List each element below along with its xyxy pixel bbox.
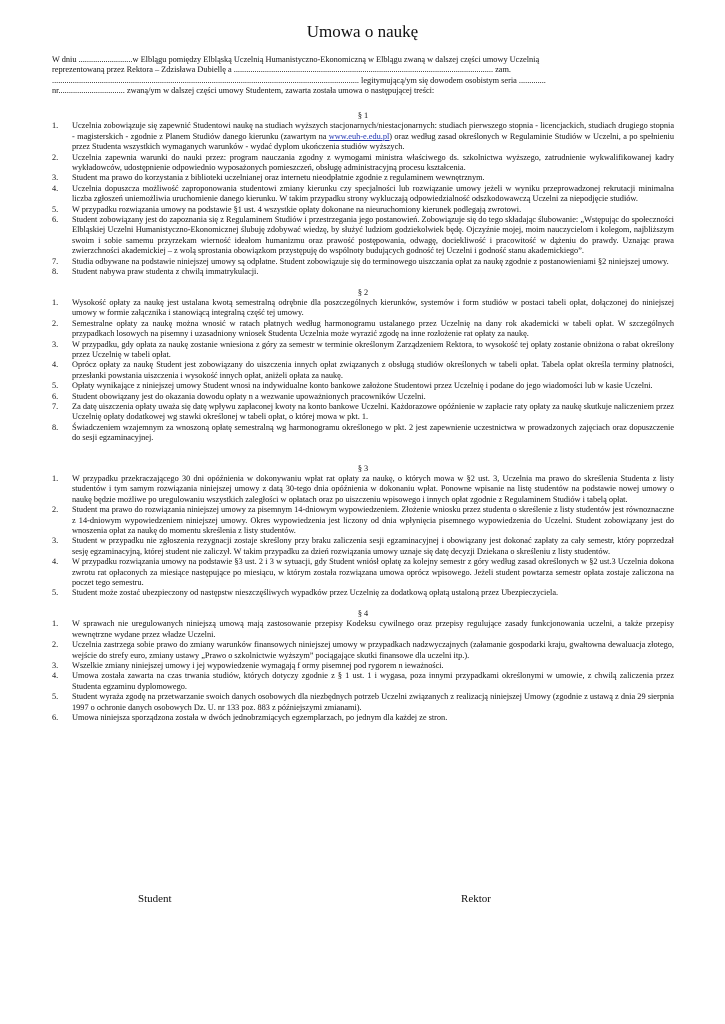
item-text-segment: Wysokość opłaty za naukę jest ustalana kwotą semestralną odrębnie dla poszczególnych kierunków, systemów i form studiów w postaci tabeli opłat, dołączonej do niniejszej umowy w formie załącznika i stanowiącą integralną część tej umowy. — [72, 297, 674, 318]
item-number: 6. — [52, 712, 59, 722]
item-text — [72, 671, 674, 692]
list-item — [52, 319, 674, 340]
section-item-list — [52, 298, 674, 444]
item-text-segment: W przypadku, gdy opłata za naukę zostanie wniesiona z góry za semestr w terminie określonym Zarządzeniem Rektora, to wysokość tej opłaty zostanie obniżona o rabat określony przez Uczelnię w tabeli opłat. — [72, 339, 674, 359]
list-item — [52, 474, 674, 505]
item-text-segment: Student obowiązany jest do okazania dowodu opłaty n a wezwanie upoważnionych pracowników Uczelni. — [72, 391, 426, 401]
contract-intro — [52, 55, 674, 96]
intro-line: .................................................................................................................................................... legitymującą/ym się dowodem osobistym seria ............. — [52, 75, 546, 85]
document-title: Umowa o naukę — [306, 22, 419, 41]
item-text-segment: W sprawach nie uregulowanych niniejszą umową mają zastosowanie przepisy Kodeksu cywilnego oraz przepisy regulujące zasady funkcjonowania uczelni, a także przepisy wewnętrzne wydane przez władze Uczelni. — [72, 619, 674, 639]
item-number: 4. — [52, 557, 59, 567]
list-item — [52, 121, 674, 152]
item-text — [72, 319, 674, 340]
list-item — [52, 360, 674, 381]
item-text — [72, 588, 674, 598]
section-heading: § 2 — [357, 287, 369, 297]
item-text — [72, 340, 674, 361]
list-item — [52, 402, 674, 423]
list-item — [52, 640, 674, 661]
section-item-list — [52, 121, 674, 277]
section-item-list — [52, 474, 674, 599]
list-item — [52, 381, 674, 391]
item-text — [72, 173, 674, 183]
section-heading: § 3 — [357, 463, 369, 473]
list-item — [52, 215, 674, 257]
item-number: 6. — [52, 391, 59, 401]
item-number: 5. — [52, 204, 59, 214]
item-number: 1. — [52, 474, 59, 483]
item-number: 4. — [52, 671, 59, 681]
item-number: 1. — [52, 297, 59, 307]
item-text-segment: Student w przypadku nie zgłoszenia rezygnacji zostaje skreślony przy braku zaliczenia sesji egzaminacyjnej i obowiązany jest dokonać zapłaty za cały semestr, który poprzedzał sesję egzaminacyjną, której student nie zaliczył. W takim przypadku za dzień rozwiązania umowy uznaje się datę decyzji Dziekana o skreśleniu z listy studentów. — [72, 536, 674, 556]
list-item — [52, 713, 674, 723]
list-item — [52, 692, 674, 713]
section-spacer — [52, 278, 674, 288]
item-text-segment: W przypadku rozwiązania umowy na podstawie §3 ust. 2 i 3 w sytuacji, gdy Student wniósł opłatę za kolejny semestr z góry według zasad określonych w §2 ust.3 Uczelnia dokona zwrotu rat opłaconych za miesiące następujące po miesiącu, w którym została rozwiązana umowa oprócz wpisowego. Jeżeli student powtarza semestr opłata zostaje zaliczona na poczet tego semestru. — [72, 557, 674, 588]
item-text-segment: Za datę uiszczenia opłaty uważa się datę wpływu zapłaconej kwoty na konto bankowe Uczelni. Każdorazowe opóźnienie w zapłacie raty opłaty za naukę skutkuje naliczeniem przez Uczelnię opłaty dodatkowej wg stawki określonej w tabeli opłat, o której mowa w pkt. 1. — [72, 401, 674, 422]
item-text-segment: Semestralne opłaty za naukę można wnosić w ratach płatnych według harmonogramu ustalanego przez Uczelnię na dany rok akademicki w tabeli opłat. W szczególnych przypadkach losowych na pisemny i uzasadniony wniosek Studenta Uczelnia może wyrazić zgodę na inne rozłożenie rat opłaty za naukę. — [72, 318, 674, 339]
list-item — [52, 423, 674, 444]
item-number: 5. — [52, 692, 59, 702]
item-text-segment: Uczelnia zapewnia warunki do nauki przez: program nauczania zgodny z wymogami ministra właściwego ds. szkolnictwa wyższego, zatrudnienie wykwalifikowanej kadry wykładowców, udostępnienie odpowiednio wyposażonych pomieszczeń, obsługę administracyjną procesu kształcenia. — [72, 152, 674, 173]
item-text-segment: Wszelkie zmiany niniejszej umowy i jej wypowiedzenie wymagają f ormy pisemnej pod rygorem n ieważności. — [72, 660, 444, 670]
item-text-segment: Studia odbywane na podstawie niniejszej umowy są odpłatne. Student zobowiązuje się do terminowego uiszczania opłat za naukę zgodnie z postanowieniami §2 niniejszej umowy. — [72, 256, 669, 266]
item-text — [72, 505, 674, 536]
item-text — [72, 619, 674, 640]
item-text — [72, 205, 674, 215]
item-text — [72, 215, 674, 257]
list-item — [52, 392, 674, 402]
item-text — [72, 402, 674, 423]
intro-line: nr................................ zwaną/ym w dalszej części umowy Studentem, zawarta została umowa o następującej treści: — [52, 85, 435, 95]
item-text — [72, 557, 674, 588]
item-number: 2. — [52, 152, 59, 162]
item-text-segment: Umowa niniejsza sporządzona została w dwóch jednobrzmiących egzemplarzach, po jednym dla każdej ze stron. — [72, 712, 448, 722]
intro-line: W dniu ..........................w Elblągu pomiędzy Elbląską Uczelnią Humanistyczno-Ekonomiczną w Elblągu zwaną w dalszej części umowy Uczelnią — [52, 55, 540, 64]
item-number: 5. — [52, 381, 59, 391]
list-item — [52, 619, 674, 640]
item-text-segment: Uczelnia dopuszcza możliwość zaproponowania studentowi zmiany kierunku czy specjalności lub rozwiązanie umowy jeżeli w wyniku przeprowadzonej rekrutacji minimalna liczba zgłoszeń uniemożliwia uruchomienie danego kierunku. W takim przypadku strony wykluczają odpowiedzialność odszkodowawczą Uczelni za niepodjęcie studiów. — [72, 183, 674, 204]
item-number: 8. — [52, 422, 59, 432]
section-heading: § 1 — [357, 111, 369, 120]
item-text-segment: Student ma prawo do rozwiązania niniejszej umowy za pisemnym 14-dniowym wypowiedzeniem. Złożenie wniosku przez studenta o skreślenie z listy studentów jest równoznaczne z 14-dniowym wypowiedzeniem niniejszej umowy. Okres wypowiedzenia jest liczony od dnia wpłynięcia pisemnego wypowiedzenia do Uczelni. Student zobowiązany jest do wnoszenia opłat za naukę do momentu skreślenia z listy studentów. — [72, 505, 674, 536]
item-number: 2. — [52, 318, 59, 328]
list-item — [52, 671, 674, 692]
item-text — [72, 661, 674, 671]
item-text — [72, 692, 674, 713]
list-item — [52, 205, 674, 215]
item-text — [72, 713, 674, 723]
item-number: 3. — [52, 339, 59, 349]
item-number: 4. — [52, 183, 59, 193]
student-signature-label: Student — [138, 893, 172, 905]
item-text-segment: Uczelnia zastrzega sobie prawo do zmiany warunków finansowych niniejszej umowy w przypadkach nadzwyczajnych (załamanie gospodarki kraju, gwałtowna dewaluacja złotego, wejście do strefy euro, zmiany ustawy „Prawo o szkolnictwie wyższym” pociągające skutki finansowe dla uczelni itp.). — [72, 640, 674, 660]
item-number: 7. — [52, 256, 59, 266]
section-heading: § 4 — [357, 608, 369, 618]
contract-sections — [52, 111, 674, 723]
item-text — [72, 381, 674, 391]
item-text-segment: Student może zostać ubezpieczony od następstw nieszczęśliwych wypadków przez Uczelnię za dodatkową opłatą ustaloną przez Ubezpieczyciela. — [72, 588, 559, 598]
item-text-segment: Student zobowiązany jest do zapoznania się z Regulaminem Studiów i przestrzegania jego postanowień. Zobowiązuje się do tego składając ślubowanie: „Wstępując do społeczności Elbląskiej Uczelni Humanistyczno-Ekonomicznej ślubuję zdobywać wiedzę, by służyć ludziom godziekolwiek będę. Ojczyźnie mojej, moim nauczycielom i kolegom, najbliższym swoim i sobie samemu przyrzekam wierność ideałom humanizmu oraz prawość postępowania, odwagę, dociekliwość i pracowitość w dążeniu do prawdy. Uznając prawa zwierzchności akademickiej – z wolą sprostania obowiązkom przystępuję do wspólnoty budujących godność tej Uczelni i godność stanu akademickiego”. — [72, 215, 674, 256]
list-item — [52, 184, 674, 205]
list-item — [52, 505, 674, 536]
rector-signature-label: Rektor — [461, 893, 491, 905]
item-number: 3. — [52, 536, 59, 546]
item-text — [72, 257, 674, 267]
item-number: 1. — [52, 619, 59, 629]
item-text — [72, 267, 674, 277]
item-number: 3. — [52, 173, 59, 183]
item-number: 1. — [52, 121, 59, 131]
website-link[interactable]: www.euh-e.edu.pl — [328, 131, 390, 141]
list-item — [52, 536, 674, 557]
item-number: 5. — [52, 588, 59, 598]
item-text-segment: W przypadku przekraczającego 30 dni opóźnienia w dokonywaniu wpłat rat opłaty za naukę, o których mowa w §2 ust. 3, Uczelnia ma prawo do skreślenia Studenta z listy studentów i tym samym rozwiązania niniejszej umowy z datą 30-tego dnia opóźnienia w dokonaniu wpłat. Ponowne wpisanie na listę studentów na podstawie nowej umowy o naukę będzie możliwe po uregulowaniu wszystkich zaległości w opłatach oraz po uiszczeniu wpisowego i innych opłat zgodnie z Regulaminem Studiów i tabelą opłat. — [72, 474, 674, 504]
item-text — [72, 423, 674, 444]
item-number: 2. — [52, 640, 59, 650]
intro-line: reprezentowaną przez Rektora – Zdzisława Dubiellę a ............................................................................................................................. zam. — [52, 65, 511, 75]
item-text-segment: Uczelnia zobowiązuje się zapewnić Studentowi naukę na studiach wyższych stacjonarnych/niestacjonarnych: studiach pierwszego stopnia - licencjackich, studiach drugiego stopnia - magisterskich - zgodnie z Planem Studiów danego kierunku (zawartym na — [72, 121, 674, 141]
item-text — [72, 153, 674, 174]
item-number: 8. — [52, 267, 59, 277]
item-text — [72, 536, 674, 557]
item-number: 4. — [52, 360, 59, 370]
item-text — [72, 298, 674, 319]
list-item — [52, 340, 674, 361]
section-spacer — [52, 444, 674, 464]
item-number: 3. — [52, 660, 59, 670]
item-text — [72, 184, 674, 205]
item-text-segment: Student wyraża zgodę na przetwarzanie swoich danych osobowych dla niezbędnych potrzeb Uczelni związanych z realizacją niniejszej Umowy (zgodnie z ustawą z dnia 29 sierpnia 1997 o ochronie danych osobowych Dz. U. nr 133 poz. 883 z późniejszymi zmianami). — [72, 692, 674, 712]
item-text — [72, 474, 674, 505]
list-item — [52, 267, 674, 277]
item-number: 7. — [52, 401, 59, 411]
list-item — [52, 153, 674, 174]
item-text — [72, 360, 674, 381]
list-item — [52, 257, 674, 267]
list-item — [52, 298, 674, 319]
item-text-segment: Student nabywa praw studenta z chwilą immatrykulacji. — [72, 267, 259, 277]
section-item-list — [52, 619, 674, 723]
item-text-segment: Świadczeniem wzajemnym za wnoszoną opłatę semestralną wg harmonogramu określonego w pkt. 2 jest zapewnienie uczestnictwa w prowadzonych zajęciach oraz dopuszczenie do sesji egzaminacyjnej. — [72, 422, 674, 443]
item-text-segment: Oprócz opłaty za naukę Student jest zobowiązany do uiszczenia innych opłat związanych z obsługą studiów określonych w tabeli opłat. Tabela opłat określa terminy płatności, przesłanki powstania uiszczenia i wysokość innych opłat, aniżeli opłata za naukę. — [72, 360, 674, 380]
section-spacer — [52, 599, 674, 609]
list-item — [52, 661, 674, 671]
item-number: 2. — [52, 505, 59, 515]
list-item — [52, 173, 674, 183]
item-text-segment: W przypadku rozwiązania umowy na podstawie §1 ust. 4 wszystkie opłaty dokonane na nieuruchomiony kierunek podlegają zwrotowi. — [72, 204, 522, 214]
item-text — [72, 121, 674, 152]
item-text-segment: Student ma prawo do korzystania z biblioteki uczelnianej oraz internetu nieodpłatnie zgodnie z regulaminem wewnętrznym. — [72, 173, 485, 183]
item-text-segment: ) oraz według zasad określonych w Regulaminie Studiów w Uczelni, a po spełnieniu przez Studenta wszystkich wymaganych warunków - wydać dyplom ukończenia studiów wyższych. — [72, 131, 674, 152]
item-text — [72, 640, 674, 661]
item-text — [72, 392, 674, 402]
item-number: 6. — [52, 215, 59, 225]
item-text-segment: Opłaty wynikające z niniejszej umowy Student wnosi na indywidualne konto bankowe założone Studentowi przez Uczelnię i podane do jego wiadomości lub w kasie Uczelni. — [72, 381, 653, 391]
list-item — [52, 557, 674, 588]
list-item — [52, 588, 674, 598]
item-text-segment: Umowa została zawarta na czas trwania studiów, których dotyczy zgodnie z § 1 ust. 1 i wygasa, poza innymi przypadkami określonymi w umowie, z chwilą zaliczenia przez Studenta egzaminu dyplomowego. — [72, 671, 674, 691]
